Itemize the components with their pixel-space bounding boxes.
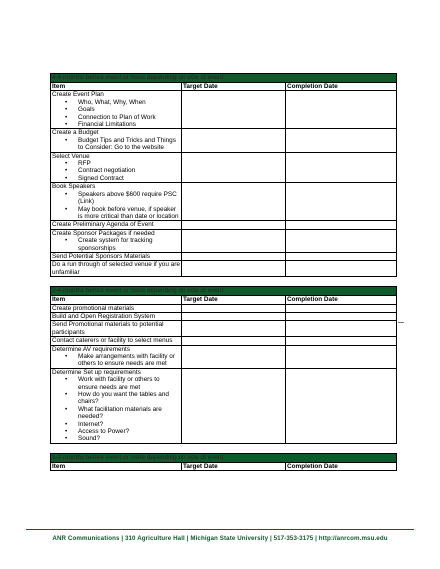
section-gap <box>50 277 396 286</box>
subtask-list <box>52 160 180 182</box>
subtask-item: • Make arrangements with facility or others to ensure needs are met <box>78 353 180 368</box>
subtask-list <box>52 353 180 368</box>
completion-date-cell[interactable] <box>286 304 397 312</box>
table-row <box>51 252 397 260</box>
table-row <box>51 345 397 368</box>
subtask-item: • Create system for tracking sponsorships <box>78 237 180 252</box>
target-date-cell[interactable] <box>182 368 286 443</box>
task-cell <box>51 368 182 443</box>
section-title: 4-6 months before event or more depending on size of event <box>51 74 397 83</box>
checklist-document <box>50 73 396 471</box>
column-header-target-date: Target Date <box>182 83 286 91</box>
timeline-table <box>50 73 397 277</box>
target-date-cell[interactable] <box>182 304 286 312</box>
table-row <box>51 261 397 277</box>
completion-date-cell[interactable] <box>286 312 397 320</box>
target-date-cell[interactable] <box>182 183 286 221</box>
footer-contact: ANR Communications | 310 Agriculture Hall | Michigan State University | 517-353-3175 | http://anrcom.msu.edu <box>52 535 388 542</box>
target-date-cell[interactable] <box>182 321 286 337</box>
column-header-target-date: Target Date <box>182 296 286 304</box>
subtask-item: • Speakers above $600 require PSC (Link) <box>78 191 180 206</box>
target-date-cell[interactable] <box>182 345 286 368</box>
subtask-item: • Work with facility or others to ensure needs are met <box>78 376 180 391</box>
table-row <box>51 312 397 320</box>
margin-mark <box>398 322 404 323</box>
target-date-cell[interactable] <box>182 152 286 183</box>
task-label: Create a Budget <box>52 129 99 137</box>
task-cell <box>51 261 182 277</box>
completion-date-cell[interactable] <box>286 368 397 443</box>
table-row <box>51 91 397 129</box>
task-label: Create promotional materials <box>52 304 135 312</box>
target-date-cell[interactable] <box>182 252 286 260</box>
table-row <box>51 152 397 183</box>
task-label: Create Preliminary Agenda of Event <box>52 221 154 229</box>
section-title: 1-2 months before event or more depending on size of event <box>51 453 397 462</box>
subtask-list <box>52 191 180 221</box>
task-cell <box>51 183 182 221</box>
completion-date-cell[interactable] <box>286 91 397 129</box>
column-header-completion-date: Completion Date <box>286 83 397 91</box>
subtask-item: • Contract negotiation <box>78 167 180 174</box>
task-label: Create Event Plan <box>52 91 104 99</box>
task-label: Determine Set up requirements <box>52 368 141 376</box>
subtask-item: • Who, What, Why, When <box>78 99 180 106</box>
footer-rule <box>26 529 414 530</box>
task-cell <box>51 345 182 368</box>
table-row <box>51 304 397 312</box>
subtask-list <box>52 237 180 252</box>
completion-date-cell[interactable] <box>286 229 397 252</box>
task-label: Book Speakers <box>52 183 96 191</box>
target-date-cell[interactable] <box>182 261 286 277</box>
column-header-completion-date: Completion Date <box>286 296 397 304</box>
subtask-item: • Financial Limitations <box>78 121 180 128</box>
completion-date-cell[interactable] <box>286 252 397 260</box>
section-gap <box>50 444 396 453</box>
task-cell <box>51 304 182 312</box>
subtask-item: • Goals <box>78 106 180 113</box>
task-label: Send Promotional materials to potential participants <box>52 321 164 336</box>
timeline-table <box>50 286 397 444</box>
completion-date-cell[interactable] <box>286 261 397 277</box>
table-row <box>51 229 397 252</box>
target-date-cell[interactable] <box>182 221 286 229</box>
completion-date-cell[interactable] <box>286 221 397 229</box>
target-date-cell[interactable] <box>182 129 286 152</box>
task-label: Create Sponsor Packages if needed <box>52 229 155 237</box>
column-header-target-date: Target Date <box>182 462 286 470</box>
completion-date-cell[interactable] <box>286 152 397 183</box>
task-cell <box>51 91 182 129</box>
task-cell <box>51 221 182 229</box>
subtask-item: • Budget Tips and Tricks and Things to Consider: Go to the website <box>78 137 180 152</box>
target-date-cell[interactable] <box>182 337 286 345</box>
subtask-item: • What facilitation materials are needed? <box>78 406 180 421</box>
subtask-item: • Sound? <box>78 435 180 442</box>
task-cell <box>51 312 182 320</box>
section-title: 2-4 months before event or more depending on size of event <box>51 287 397 296</box>
task-label: Send Potential Sponsors Materials <box>52 252 151 260</box>
table-row <box>51 337 397 345</box>
task-cell <box>51 152 182 183</box>
target-date-cell[interactable] <box>182 229 286 252</box>
task-cell <box>51 252 182 260</box>
subtask-item: • RFP <box>78 160 180 167</box>
task-cell <box>51 337 182 345</box>
table-row <box>51 183 397 221</box>
column-header-item: Item <box>51 83 182 91</box>
table-row <box>51 221 397 229</box>
subtask-list <box>52 99 180 129</box>
subtask-item: • Internet? <box>78 421 180 428</box>
table-row <box>51 368 397 443</box>
subtask-item: • Access to Power? <box>78 428 180 435</box>
completion-date-cell[interactable] <box>286 129 397 152</box>
subtask-item: • Connection to Plan of Work <box>78 114 180 121</box>
subtask-item: • Signed Contract <box>78 175 180 182</box>
column-header-completion-date: Completion Date <box>286 462 397 470</box>
completion-date-cell[interactable] <box>286 337 397 345</box>
column-header-item: Item <box>51 462 182 470</box>
subtask-list <box>52 137 180 152</box>
completion-date-cell[interactable] <box>286 321 397 337</box>
task-cell <box>51 321 182 337</box>
timeline-table <box>50 453 397 471</box>
task-cell <box>51 129 182 152</box>
subtask-item: • May book before venue, if speaker is more critical than date or location <box>78 206 180 221</box>
completion-date-cell[interactable] <box>286 345 397 368</box>
task-label: Do a run through of selected venue if you are unfamiliar <box>52 261 180 276</box>
column-header-item: Item <box>51 296 182 304</box>
target-date-cell[interactable] <box>182 91 286 129</box>
subtask-list <box>52 376 180 443</box>
subtask-item: • How do you want the tables and chairs? <box>78 391 180 406</box>
task-label: Build and Open Registration System <box>52 312 156 320</box>
completion-date-cell[interactable] <box>286 183 397 221</box>
task-cell <box>51 229 182 252</box>
table-row <box>51 129 397 152</box>
task-label: Determine AV requirements <box>52 345 131 353</box>
table-row <box>51 321 397 337</box>
target-date-cell[interactable] <box>182 312 286 320</box>
task-label: Select Venue <box>52 152 90 160</box>
task-label: Contact caterers or facility to select menus <box>52 337 173 345</box>
